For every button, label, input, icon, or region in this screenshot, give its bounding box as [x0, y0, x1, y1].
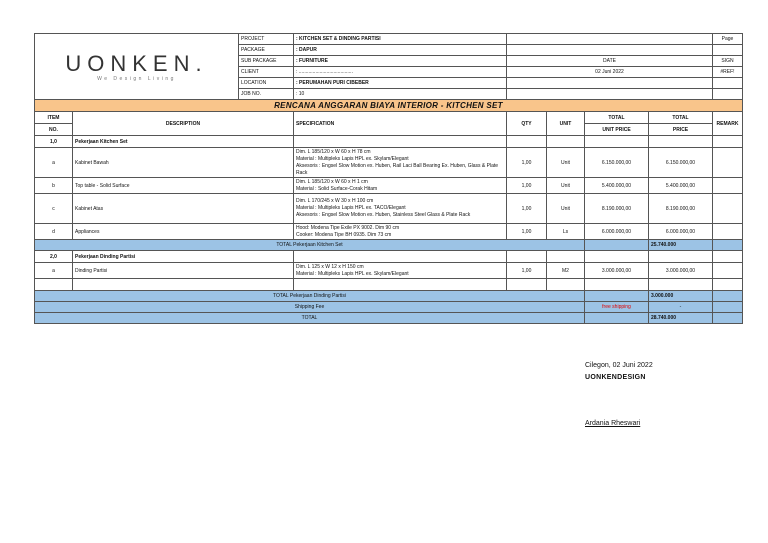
page-label: Page — [713, 34, 743, 45]
item-unit-price: 8.190.000,00 — [585, 194, 649, 224]
col-qty: QTY — [507, 112, 547, 136]
grand-total-value: 28.740.000 — [649, 313, 713, 324]
signature-place-date: Cilegon, 02 Juni 2022 — [585, 362, 653, 369]
item-price: 5.400.000,00 — [649, 178, 713, 194]
section-total-value: 3.000.000 — [649, 291, 713, 302]
section-total-value: 25.740.000 — [649, 240, 713, 251]
item-unit-price: 6.150.000,00 — [585, 148, 649, 178]
rab-sheet — [34, 33, 742, 324]
item-number: a — [35, 263, 73, 279]
item-qty: 1,00 — [507, 148, 547, 178]
item-specification: Hood: Modena Tipe Exile PX 9002. Dim 90 cm Cooker: Modena Tipe BH 0935. Dim 73 cm — [294, 224, 507, 240]
brand-tagline: We Design Living — [97, 75, 176, 82]
col-unit-price-top: TOTAL — [585, 112, 649, 124]
section-total-label: TOTAL Pekerjaan Kitchen Set — [35, 240, 585, 251]
item-unit: Unit — [547, 148, 585, 178]
item-description: Kabinet Bawah — [73, 148, 294, 178]
item-specification: Dim. L 170/245 x W 30 x H 100 cm Material : Multipleks Lapis HPL ex. TACO/Elegant Aksesoris : Engsel Slow Motion ex. Huben, Stainless Steel Glass & Plate Rack — [294, 194, 507, 224]
item-unit: Unit — [547, 178, 585, 194]
item-price: 3.000.000,00 — [649, 263, 713, 279]
info-value: : KITCHEN SET & DINDING PARTISI — [294, 34, 507, 45]
item-description: Kabinet Atas — [73, 194, 294, 224]
col-price-top: TOTAL — [649, 112, 713, 124]
sign-value: #REF! — [713, 67, 743, 78]
item-price: 6.000.000,00 — [649, 224, 713, 240]
item-number: d — [35, 224, 73, 240]
item-specification: Dim. L 125 x W 12 x H 150 cm Material : Multipleks Lapis HPL ex. Skylam/Elegant — [294, 263, 507, 279]
item-unit-price: 5.400.000,00 — [585, 178, 649, 194]
item-price: 6.150.000,00 — [649, 148, 713, 178]
info-label: CLIENT — [239, 67, 294, 78]
item-number: b — [35, 178, 73, 194]
document-title: RENCANA ANGGARAN BIAYA INTERIOR - KITCHEN SET — [35, 100, 743, 112]
col-item-top: ITEM — [35, 112, 73, 124]
item-qty: 1,00 — [507, 194, 547, 224]
info-value: : ....................................... — [294, 67, 507, 78]
info-value: : 10 — [294, 89, 507, 100]
item-description: Dinding Partisi — [73, 263, 294, 279]
info-value: : PERUMAHAN PURI CIBEBER — [294, 78, 507, 89]
item-qty: 1,00 — [507, 178, 547, 194]
info-label: JOB NO. — [239, 89, 294, 100]
item-unit: M2 — [547, 263, 585, 279]
item-specification: Dim. L 185/120 x W 60 x H 1 cm Material : Solid Surface-Corak Hitam — [294, 178, 507, 194]
info-label: SUB PACKAGE — [239, 56, 294, 67]
section-title: Pekerjaan Dinding Partisi — [73, 251, 294, 263]
item-price: 8.190.000,00 — [649, 194, 713, 224]
item-unit: Ls — [547, 224, 585, 240]
shipping-note: free shipping — [585, 302, 649, 313]
info-label: PACKAGE — [239, 45, 294, 56]
col-price-bottom: PRICE — [649, 124, 713, 136]
date-value: 02 Juni 2022 — [507, 67, 713, 78]
col-unit-price-bottom: UNIT PRICE — [585, 124, 649, 136]
section-number: 1,0 — [35, 136, 73, 148]
item-description: Appliances — [73, 224, 294, 240]
shipping-label: Shipping Fee — [35, 302, 585, 313]
col-remark: REMARK — [713, 112, 743, 136]
item-number: c — [35, 194, 73, 224]
signature-name: Ardania Rheswari — [585, 420, 641, 427]
item-unit-price: 6.000.000,00 — [585, 224, 649, 240]
item-number: a — [35, 148, 73, 178]
item-unit: Unit — [547, 194, 585, 224]
item-qty: 1,00 — [507, 224, 547, 240]
item-unit-price: 3.000.000,00 — [585, 263, 649, 279]
col-item-bottom: NO. — [35, 124, 73, 136]
col-unit: UNIT — [547, 112, 585, 136]
info-value: : DAPUR — [294, 45, 507, 56]
section-total-label: TOTAL Pekerjaan Dinding Partisi — [35, 291, 585, 302]
logo-block — [35, 34, 239, 100]
brand-logo: UONKEN. — [65, 50, 208, 76]
section-number: 2,0 — [35, 251, 73, 263]
item-qty: 1,00 — [507, 263, 547, 279]
item-description: Top table - Solid Surface — [73, 178, 294, 194]
shipping-value: - — [649, 302, 713, 313]
info-label: PROJECT — [239, 34, 294, 45]
date-label: DATE — [507, 56, 713, 67]
info-value: : FURNITURE — [294, 56, 507, 67]
info-label: LOCATION — [239, 78, 294, 89]
section-title: Pekerjaan Kitchen Set — [73, 136, 294, 148]
grand-total-label: TOTAL — [35, 313, 585, 324]
rab-table — [34, 33, 743, 324]
signature-company: UONKENDESIGN — [585, 374, 646, 381]
sign-label: SIGN — [713, 56, 743, 67]
col-specification: SPECIFICATION — [294, 112, 507, 136]
col-description: DESCRIPTION — [73, 112, 294, 136]
item-specification: Dim. L 185/120 x W 60 x H 78 cm Material : Multipleks Lapis HPL ex. Skylam/Elegant Aksesoris : Engsel Slow Motion ex. Huben, Rail Laci Ball Bearing Ex. Huben, Glass & Plate Rack — [294, 148, 507, 178]
